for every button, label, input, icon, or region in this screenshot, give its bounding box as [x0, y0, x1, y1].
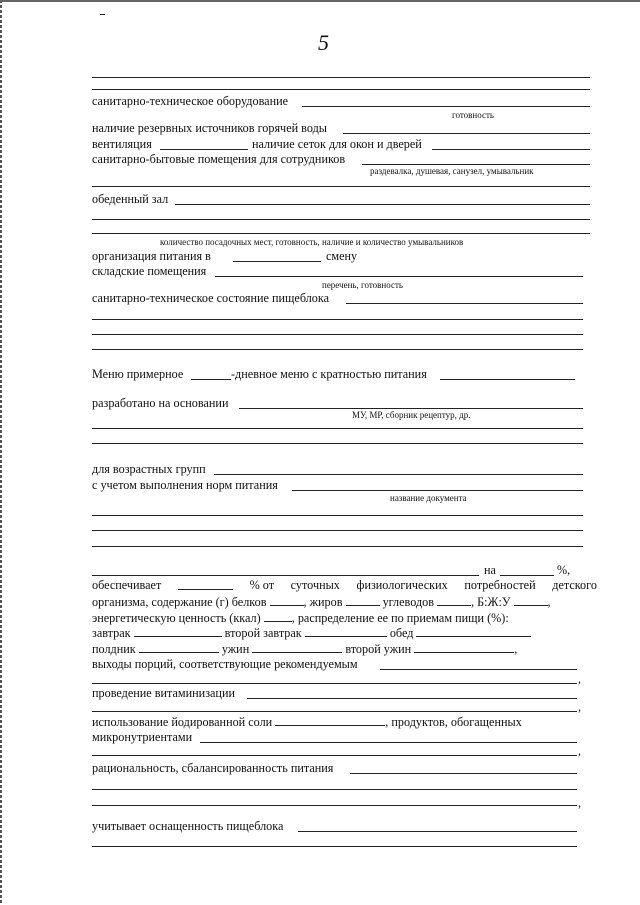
label-shift: смену — [326, 249, 358, 263]
label-on: на — [484, 563, 496, 577]
label-comma: , — [514, 642, 518, 656]
label-breakfast: завтрак — [92, 626, 131, 640]
caption-doc: название документа — [390, 493, 467, 503]
caption-staff-rooms: раздевалка, душевая, санузел, умывальник — [370, 166, 534, 176]
caption-based: МУ, МР, сборник рецептур, др. — [352, 410, 471, 420]
field-line — [362, 164, 590, 165]
blank-line — [92, 219, 590, 220]
field-line — [247, 698, 577, 699]
word-daily: суточных — [290, 578, 340, 592]
blank-line — [92, 846, 577, 847]
label-products-fortified: , продуктов, обогащенных — [385, 715, 522, 729]
label-window-nets: наличие сеток для окон и дверей — [252, 137, 422, 151]
field-line — [270, 595, 304, 606]
scan-left-edge — [0, 0, 2, 905]
word-needs: потребностей — [464, 578, 536, 592]
label-org-food: организация питания в — [92, 249, 211, 263]
blank-line — [92, 530, 583, 531]
trailing-comma: , — [578, 672, 582, 686]
caption-storage: перечень, готовность — [322, 280, 404, 290]
trailing-comma: , — [578, 796, 582, 810]
blank-line — [92, 77, 590, 78]
page-number: 5 — [318, 30, 329, 55]
label-age-groups: для возрастных групп — [92, 462, 206, 476]
label-norms: с учетом выполнения норм питания — [92, 478, 278, 492]
label-bju: , Б:Ж:У — [471, 595, 511, 609]
label-equipment: учитывает оснащенность пищеблока — [92, 819, 284, 833]
label-dining-hall: обеденный зал — [92, 192, 169, 206]
label-energy: энергетическую ценность (ккал) — [92, 611, 261, 625]
blank-line — [92, 443, 583, 444]
field-line — [191, 379, 231, 380]
blank-line — [92, 805, 577, 806]
blank-line — [92, 186, 590, 187]
label-staff-rooms: санитарно-бытовые помещения для сотрудников — [92, 152, 346, 166]
label-rationality: рациональность, сбалансированность питания — [92, 761, 334, 775]
label-carbs: углеводов — [382, 595, 435, 609]
blank-line — [92, 789, 577, 790]
blank-line — [92, 233, 590, 234]
word-percent-of: % от — [249, 578, 275, 592]
blank-line — [92, 89, 590, 90]
blank-line — [92, 546, 583, 547]
blank-line — [92, 711, 577, 712]
scan-mark — [100, 14, 105, 15]
label-portions: выходы порций, соответствующие рекомендуемым — [92, 657, 358, 671]
field-line — [200, 742, 577, 743]
label-vitamin: проведение витаминизации — [92, 686, 235, 700]
meals-line-1 — [92, 626, 531, 640]
blank-line — [92, 428, 583, 429]
label-fats: , жиров — [303, 595, 343, 609]
label-reserve-hot-water: наличие резервных источников горячей воды — [92, 121, 327, 135]
field-line — [215, 276, 583, 277]
field-line — [252, 642, 342, 653]
field-line — [302, 106, 590, 107]
field-line — [440, 379, 575, 380]
blank-line — [92, 755, 577, 756]
label-snack: полдник — [92, 642, 136, 656]
iodized-line — [92, 715, 522, 729]
label-menu-day: -дневное меню с кратностью питания — [231, 367, 427, 381]
field-line — [414, 642, 514, 653]
field-line — [264, 611, 292, 622]
field-line — [92, 575, 479, 576]
field-line — [214, 474, 583, 475]
label-iodized: использование йодированной соли — [92, 715, 273, 729]
label-storage: складские помещения — [92, 264, 207, 278]
field-line — [292, 490, 583, 491]
field-line — [134, 626, 222, 637]
field-line — [175, 204, 590, 205]
blank-line — [92, 683, 577, 684]
field-line — [239, 408, 583, 409]
label-menu-sample: Меню примерное — [92, 367, 184, 381]
label-percent: %, — [557, 563, 571, 577]
field-line — [233, 261, 321, 262]
word-provides: обеспечивает — [92, 578, 162, 592]
field-line — [343, 133, 590, 134]
provides-line — [92, 579, 597, 592]
trailing-comma: , — [578, 744, 582, 758]
meals-line-2 — [92, 642, 517, 656]
field-line — [139, 642, 219, 653]
field-line — [432, 149, 590, 150]
label-second-breakfast: второй завтрак — [224, 626, 302, 640]
label-micronutrients: микронутриентами — [92, 730, 193, 744]
blank-line — [92, 334, 583, 335]
label-sanit-equipment: санитарно-техническое оборудование — [92, 94, 289, 108]
field-line — [160, 149, 248, 150]
field-line — [380, 669, 577, 670]
organism-line — [92, 595, 551, 609]
blank-line — [92, 349, 583, 350]
field-line — [437, 595, 471, 606]
label-comma: , — [547, 595, 551, 609]
blank-line — [92, 319, 583, 320]
field-line — [275, 715, 385, 726]
label-second-supper: второй ужин — [345, 642, 412, 656]
field-line — [350, 773, 577, 774]
word-child: детского — [552, 578, 597, 592]
label-developed-based: разработано на основании — [92, 396, 229, 410]
label-kitchen-state: санитарно-техническое состояние пищеблока — [92, 291, 330, 305]
blank-line — [92, 515, 583, 516]
field-line — [298, 831, 577, 832]
energy-line — [92, 611, 509, 625]
caption-dining: количество посадочных мест, готовность, наличие и количество умывальников — [160, 237, 464, 247]
field-line — [514, 595, 548, 606]
trailing-comma: , — [578, 700, 582, 714]
field-line — [305, 626, 387, 637]
field-line — [416, 626, 531, 637]
label-ventilation: вентиляция — [92, 137, 152, 151]
scan-top-edge — [0, 0, 640, 2]
caption-readiness: готовность — [452, 110, 494, 120]
label-organism: организма, содержание (г) белков — [92, 595, 267, 609]
label-lunch: обед — [389, 626, 414, 640]
label-distribution: , распределение ее по приемам пищи (%): — [291, 611, 509, 625]
field-line — [500, 575, 554, 576]
field-line — [178, 579, 233, 590]
field-line — [346, 595, 380, 606]
word-physiological: физиологических — [356, 578, 448, 592]
label-supper: ужин — [221, 642, 250, 656]
field-line — [346, 303, 583, 304]
